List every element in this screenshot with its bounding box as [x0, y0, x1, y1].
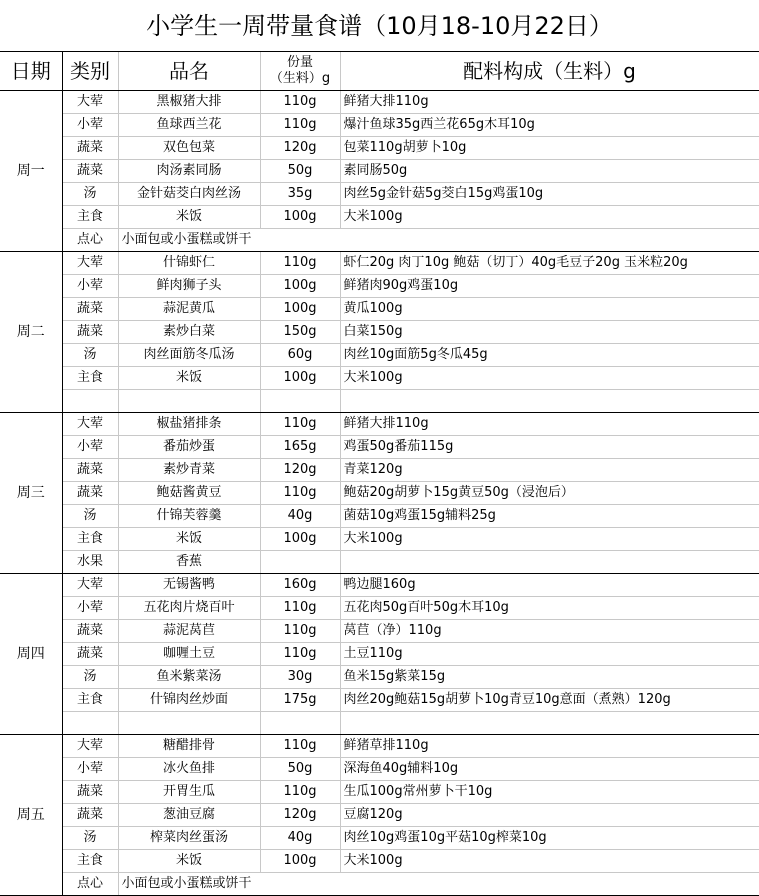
quantity-cell: 110g — [260, 620, 340, 643]
name-cell: 椒盐猪排条 — [118, 413, 260, 436]
category-cell: 蔬菜 — [62, 321, 118, 344]
day-label: 周二 — [0, 252, 62, 413]
menu-row — [0, 735, 759, 758]
ingredients-cell: 鲜猪肉90g鸡蛋10g — [340, 275, 759, 298]
menu-row — [0, 551, 759, 574]
name-cell: 番茄炒蛋 — [118, 436, 260, 459]
category-cell: 大荤 — [62, 735, 118, 758]
category-cell: 小荤 — [62, 597, 118, 620]
quantity-cell: 120g — [260, 804, 340, 827]
menu-table — [0, 52, 759, 896]
quantity-cell: 40g — [260, 827, 340, 850]
ingredients-cell: 鲜猪草排110g — [340, 735, 759, 758]
menu-row — [0, 758, 759, 781]
menu-row — [0, 229, 759, 252]
quantity-cell: 160g — [260, 574, 340, 597]
name-cell: 鱼米紫菜汤 — [118, 666, 260, 689]
ingredients-cell: 肉丝5g金针菇5g茭白15g鸡蛋10g — [340, 183, 759, 206]
name-cell: 肉丝面筋冬瓜汤 — [118, 344, 260, 367]
name-cell: 鲜肉狮子头 — [118, 275, 260, 298]
quantity-cell: 110g — [260, 114, 340, 137]
quantity-cell: 175g — [260, 689, 340, 712]
name-cell: 什锦虾仁 — [118, 252, 260, 275]
quantity-cell: 150g — [260, 321, 340, 344]
name-cell: 蒜泥黄瓜 — [118, 298, 260, 321]
menu-row — [0, 643, 759, 666]
name-cell: 鱼球西兰花 — [118, 114, 260, 137]
menu-row — [0, 666, 759, 689]
name-cell: 素炒白菜 — [118, 321, 260, 344]
category-cell: 小荤 — [62, 275, 118, 298]
quantity-cell — [260, 390, 340, 413]
ingredients-cell: 鸭边腿160g — [340, 574, 759, 597]
quantity-cell: 110g — [260, 643, 340, 666]
ingredients-cell: 青菜120g — [340, 459, 759, 482]
category-cell: 主食 — [62, 850, 118, 873]
menu-row — [0, 597, 759, 620]
ingredients-cell: 莴苣（净）110g — [340, 620, 759, 643]
ingredients-cell: 五花肉50g百叶50g木耳10g — [340, 597, 759, 620]
category-cell: 小荤 — [62, 436, 118, 459]
quantity-cell — [260, 712, 340, 735]
name-cell: 肉汤素同肠 — [118, 160, 260, 183]
menu-row — [0, 528, 759, 551]
menu-row — [0, 413, 759, 436]
category-cell — [62, 712, 118, 735]
ingredients-cell: 黄瓜100g — [340, 298, 759, 321]
category-cell: 蔬菜 — [62, 160, 118, 183]
quantity-cell: 100g — [260, 275, 340, 298]
menu-row — [0, 827, 759, 850]
ingredients-cell: 大米100g — [340, 528, 759, 551]
name-cell: 黑椒猪大排 — [118, 91, 260, 114]
category-cell: 大荤 — [62, 413, 118, 436]
name-cell: 什锦芙蓉羹 — [118, 505, 260, 528]
name-cell: 米饭 — [118, 850, 260, 873]
ingredients-cell: 大米100g — [340, 206, 759, 229]
header-date: 日期 — [0, 52, 62, 91]
category-cell: 主食 — [62, 528, 118, 551]
quantity-cell: 165g — [260, 436, 340, 459]
name-cell: 开胃生瓜 — [118, 781, 260, 804]
quantity-cell: 40g — [260, 505, 340, 528]
name-cell: 双色包菜 — [118, 137, 260, 160]
ingredients-cell: 肉丝20g鲍菇15g胡萝卜10g青豆10g意面（煮熟）120g — [340, 689, 759, 712]
name-cell: 米饭 — [118, 528, 260, 551]
category-cell: 水果 — [62, 551, 118, 574]
day-label: 周三 — [0, 413, 62, 574]
menu-row — [0, 505, 759, 528]
category-cell: 蔬菜 — [62, 482, 118, 505]
name-cell: 无锡酱鸭 — [118, 574, 260, 597]
quantity-cell: 110g — [260, 597, 340, 620]
category-cell: 大荤 — [62, 91, 118, 114]
category-cell: 汤 — [62, 827, 118, 850]
menu-row — [0, 482, 759, 505]
ingredients-cell: 大米100g — [340, 850, 759, 873]
day-label: 周五 — [0, 735, 62, 896]
category-cell: 点心 — [62, 873, 118, 896]
ingredients-cell: 大米100g — [340, 367, 759, 390]
ingredients-cell — [340, 390, 759, 413]
category-cell: 大荤 — [62, 252, 118, 275]
quantity-cell: 60g — [260, 344, 340, 367]
menu-row — [0, 160, 759, 183]
category-cell: 汤 — [62, 344, 118, 367]
name-cell: 冰火鱼排 — [118, 758, 260, 781]
category-cell: 汤 — [62, 505, 118, 528]
category-cell: 蔬菜 — [62, 620, 118, 643]
header-row — [0, 52, 759, 91]
name-cell: 什锦肉丝炒面 — [118, 689, 260, 712]
name-cell: 葱油豆腐 — [118, 804, 260, 827]
quantity-cell: 110g — [260, 781, 340, 804]
name-cell: 金针菇茭白肉丝汤 — [118, 183, 260, 206]
category-cell: 小荤 — [62, 114, 118, 137]
category-cell: 蔬菜 — [62, 804, 118, 827]
menu-row — [0, 620, 759, 643]
quantity-cell: 100g — [260, 206, 340, 229]
quantity-cell: 110g — [260, 413, 340, 436]
ingredients-cell: 菌菇10g鸡蛋15g辅料25g — [340, 505, 759, 528]
ingredients-cell: 肉丝10g面筋5g冬瓜45g — [340, 344, 759, 367]
header-ingredients: 配料构成（生料）g — [340, 52, 759, 91]
header-quantity — [260, 52, 340, 91]
name-cell: 蒜泥莴苣 — [118, 620, 260, 643]
category-cell: 主食 — [62, 206, 118, 229]
name-cell: 咖喱土豆 — [118, 643, 260, 666]
ingredients-cell: 鸡蛋50g番茄115g — [340, 436, 759, 459]
category-cell: 蔬菜 — [62, 459, 118, 482]
category-cell: 蔬菜 — [62, 137, 118, 160]
category-cell: 蔬菜 — [62, 781, 118, 804]
menu-row — [0, 206, 759, 229]
ingredients-cell: 虾仁20g 肉丁10g 鲍菇（切丁）40g毛豆子20g 玉米粒20g — [340, 252, 759, 275]
menu-row — [0, 712, 759, 735]
category-cell: 主食 — [62, 689, 118, 712]
quantity-cell: 110g — [260, 252, 340, 275]
menu-row — [0, 344, 759, 367]
ingredients-cell: 白菜150g — [340, 321, 759, 344]
header-category: 类别 — [62, 52, 118, 91]
ingredients-cell: 爆汁鱼球35g西兰花65g木耳10g — [340, 114, 759, 137]
name-cell — [118, 390, 260, 413]
quantity-cell: 50g — [260, 758, 340, 781]
quantity-cell: 100g — [260, 850, 340, 873]
name-cell: 香蕉 — [118, 551, 260, 574]
header-quantity-bottom: （生料）g — [269, 71, 331, 86]
menu-row — [0, 298, 759, 321]
header-quantity-top: 份量 — [286, 55, 313, 70]
page-title: 小学生一周带量食谱（10月18-10月22日） — [146, 12, 613, 40]
menu-row — [0, 873, 759, 896]
category-cell: 主食 — [62, 367, 118, 390]
name-cell: 榨菜肉丝蛋汤 — [118, 827, 260, 850]
menu-row — [0, 436, 759, 459]
ingredients-cell: 包菜110g胡萝卜10g — [340, 137, 759, 160]
name-cell: 米饭 — [118, 367, 260, 390]
ingredients-cell — [340, 712, 759, 735]
menu-row — [0, 183, 759, 206]
quantity-cell: 100g — [260, 298, 340, 321]
ingredients-cell: 鲜猪大排110g — [340, 413, 759, 436]
quantity-cell: 30g — [260, 666, 340, 689]
ingredients-cell: 鲍菇20g胡萝卜15g黄豆50g（浸泡后） — [340, 482, 759, 505]
category-cell: 大荤 — [62, 574, 118, 597]
menu-row — [0, 390, 759, 413]
menu-row — [0, 689, 759, 712]
ingredients-cell: 鱼米15g紫菜15g — [340, 666, 759, 689]
menu-row — [0, 252, 759, 275]
ingredients-cell — [340, 551, 759, 574]
quantity-cell: 120g — [260, 459, 340, 482]
category-cell: 点心 — [62, 229, 118, 252]
quantity-cell: 120g — [260, 137, 340, 160]
name-cell: 糖醋排骨 — [118, 735, 260, 758]
quantity-cell: 110g — [260, 482, 340, 505]
menu-row — [0, 804, 759, 827]
ingredients-cell: 鲜猪大排110g — [340, 91, 759, 114]
menu-row — [0, 91, 759, 114]
name-cell: 鲍菇酱黄豆 — [118, 482, 260, 505]
menu-row — [0, 321, 759, 344]
quantity-cell: 100g — [260, 528, 340, 551]
ingredients-cell: 土豆110g — [340, 643, 759, 666]
category-cell: 蔬菜 — [62, 298, 118, 321]
name-cell: 米饭 — [118, 206, 260, 229]
name-cell — [118, 712, 260, 735]
menu-row — [0, 137, 759, 160]
category-cell: 汤 — [62, 666, 118, 689]
quantity-cell — [260, 551, 340, 574]
menu-row — [0, 367, 759, 390]
name-cell: 小面包或小蛋糕或饼干 — [118, 873, 759, 896]
quantity-cell: 110g — [260, 91, 340, 114]
ingredients-cell: 生瓜100g常州萝卜干10g — [340, 781, 759, 804]
menu-row — [0, 275, 759, 298]
quantity-cell: 35g — [260, 183, 340, 206]
quantity-cell: 110g — [260, 735, 340, 758]
menu-row — [0, 574, 759, 597]
quantity-cell: 100g — [260, 367, 340, 390]
ingredients-cell: 肉丝10g鸡蛋10g平菇10g榨菜10g — [340, 827, 759, 850]
category-cell — [62, 390, 118, 413]
ingredients-cell: 素同肠50g — [340, 160, 759, 183]
category-cell: 汤 — [62, 183, 118, 206]
ingredients-cell: 豆腐120g — [340, 804, 759, 827]
category-cell: 蔬菜 — [62, 643, 118, 666]
menu-row — [0, 781, 759, 804]
name-cell: 素炒青菜 — [118, 459, 260, 482]
menu-row — [0, 459, 759, 482]
ingredients-cell: 深海鱼40g辅料10g — [340, 758, 759, 781]
category-cell: 小荤 — [62, 758, 118, 781]
menu-row — [0, 850, 759, 873]
header-name: 品名 — [118, 52, 260, 91]
name-cell: 小面包或小蛋糕或饼干 — [118, 229, 759, 252]
menu-row — [0, 114, 759, 137]
name-cell: 五花肉片烧百叶 — [118, 597, 260, 620]
quantity-cell: 50g — [260, 160, 340, 183]
day-label: 周四 — [0, 574, 62, 735]
day-label: 周一 — [0, 91, 62, 252]
